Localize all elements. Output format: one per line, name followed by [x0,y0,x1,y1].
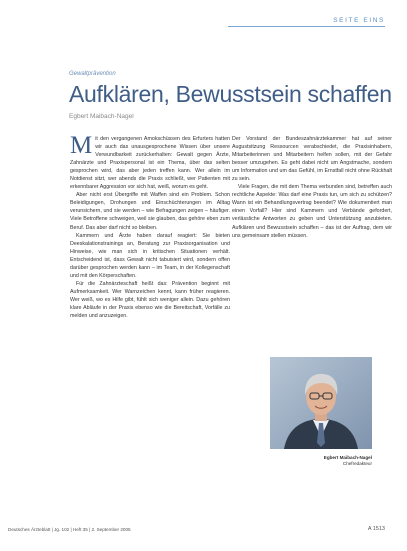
paragraph: Der Vorstand der Bundeszahnärztekammer hat auf seiner Augustsitzung Ressourcen verabschiedet, die Praxisinhabern, Mitarbeiterinnen und Mitarbeitern helfen sollen, mit der Gefahr besser umzugehen. Es geht dabei nicht um Angstmache, sondern um Information und um das Gefühl, im Ernstfall nicht ohne Rückhalt zu sein. [232,136,392,183]
caption-role: Chefredakteur [342,461,372,466]
article-title: Aufklären, Bewusstsein schaffen [69,81,392,107]
article-kicker: Gewaltprävention [69,71,116,77]
photo-caption [320,455,372,467]
drop-cap: M [70,135,93,159]
footer-citation: Deutsches Ärzteblatt | Jg. 102 | Heft 35 | 2. September 2005 [8,527,131,532]
paragraph: Für die Zahnärzteschaft heißt das: Prävention beginnt mit Aufmerksamkeit. Wer Warnzeichen kennt, kann früher reagieren. Wer weiß, wo es Hilfe gibt, fühlt sich weniger allein. Dazu gehören klare Abläufe in der Praxis ebenso wie die Bereitschaft, Vorfälle zu melden und anzuzeigen. [70,280,230,320]
paragraph: Viele Fragen, die mit dem Thema verbunden sind, betreffen auch rechtliche Aspekte: Was darf eine Praxis tun, um sich zu schützen? Wann ist ein Behandlungsvertrag beendet? Wie dokumentiert man einen Vorfall? Hier sind Kammern und Verbände gefordert, verlässliche Antworten zu geben und Unterstützung anzubieten. Aufklären und Bewusstsein schaffen – das ist der Auftrag, dem wir uns gemeinsam stellen müssen. [232,184,392,239]
author-photo [270,357,372,449]
article-column-2 [232,135,392,368]
paragraph: Kammern und Ärzte haben darauf reagiert: Sie bieten Deeskalationstrainings an, Beratung zur Praxisorganisation und Hinweise, wie man sich in kritischen Situationen verhält. Entscheidend ist, dass Gewalt nicht tabuisiert wird, sondern offen darüber gesprochen werden kann – im Team, in der Kollegenschaft und mit den Körperschaften. [70,232,230,279]
paragraph: Aber nicht erst Übergriffe mit Waffen sind ein Problem. Schon Beleidigungen, Drohungen und Einschüchterungen im Alltag verunsichern, und sie werden – wie Befragungen zeigen – häufiger. Viele Betroffene schweigen, weil sie glauben, das gehöre eben zum Beruf. Das aber darf nicht so bleiben. [70,192,230,231]
page-number: A 1513 [367,526,385,532]
article-author: Egbert Maibach-Nagel [69,113,134,120]
article-column-1 [70,135,230,530]
section-label: SEITE EINS [333,17,385,24]
caption-name: Egbert Maibach-Nagel [323,455,372,460]
paragraph: Mit den vergangenen Amokschüssen des Erfurters hatten wir auch das unausgesprochene Wissen über unsere Verwundbarkeit zurückerhalten: Gewalt gegen Ärzte, Zahnärzte und Praxispersonal ist ein Thema, über das selten gesprochen wird, das aber jeden treffen kann. Wer allein im Notdienst sitzt, wer abends die Praxis schließt, wer Patienten mit erkennbarer Aggression vor sich hat, weiß, worum es geht. [70,135,230,191]
top-rule [228,26,385,27]
